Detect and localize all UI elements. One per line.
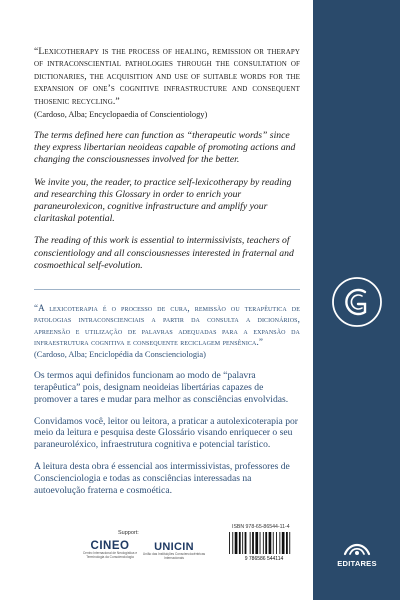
english-paragraph-3: The reading of this work is essential to intermissivists, teachers of conscientiology and all consciousnesses interested in fraternal and cosmoethical self-evolution.	[34, 235, 294, 271]
editares-mark-icon	[342, 538, 372, 558]
unicin-subtitle: União das Instituições Conscienciocêntricas Internacionais	[142, 552, 206, 560]
barcode	[226, 531, 302, 561]
publisher-name: EDITARES	[337, 559, 377, 568]
isbn-label: ISBN 978-65-86544-11-4	[232, 524, 290, 530]
english-paragraph-2: We invite you, the reader, to practice self-lexicotherapy by reading and researching this Glossary in order to enrich your paraneurolexicon, cognitive infrastructure and amplify your claritaskal potential.	[34, 176, 292, 225]
english-paragraph-1: The terms defined here can function as “therapeutic words” since they express libertarian neoideas capable of promoting actions and changing the consciousnesses involved for the better.	[34, 130, 296, 166]
cineo-subtitle: Centro Internacional de Neologística e Terminologia da Conscienciologia	[82, 551, 138, 559]
portuguese-paragraph-1: Os termos aqui definidos funcionam ao modo de “palavra terapêutica” pois, designam neoideias libertárias capazes de promover a tares e mudar para melhor as consciências envolvidas.	[34, 370, 289, 405]
portuguese-quote: “A lexicoterapia é o processo de cura, remissão ou terapêutica de patologias intraconscienciais a partir da consulta a dicionários, apreensão e utilização de palavras adequadas para a expansão da infraestrutura cognitiva e consequente reciclagem pensênica.”	[34, 303, 300, 347]
editares-logo	[320, 538, 394, 568]
unicin-name: UNICIN	[154, 541, 194, 553]
support-label: Support:	[118, 530, 139, 536]
unicin-logo	[140, 541, 208, 561]
barcode-digits: 9 786586 544114	[244, 556, 284, 561]
portuguese-paragraph-3: A leitura desta obra é essencial aos intermissivistas, professores de Conscienciologia e todas as consciências interessadas na autoevolução fraterna e cosmoética.	[34, 460, 290, 496]
portuguese-section	[34, 303, 300, 496]
section-divider	[34, 289, 300, 290]
portuguese-citation: (Cardoso, Alba; Enciclopédia da Conscienciologia)	[34, 350, 206, 360]
english-section	[34, 46, 300, 272]
english-quote: “Lexicotherapy is the process of healing, remission or therapy of intraconsciential pathologies through the consultation of dictionaries, the acquisition and use of suitable words for the expansion of one’s cognitive infrastructure and consequent thosenic recycling.”	[34, 46, 300, 107]
english-citation: (Cardoso, Alba; Encyclopaedia of Conscientiology)	[34, 110, 208, 120]
cineo-logo	[80, 540, 140, 560]
conscientiology-logo-icon	[331, 276, 383, 328]
cineo-name: CINEO	[90, 540, 130, 552]
portuguese-paragraph-2: Convidamos você, leitor ou leitora, a praticar a autolexicoterapia por meio da leitura e pesquisa deste Glossário visando enriquecer o seu paraneuroléxico, infraestrutura cognitiva e potencial tarístico.	[34, 415, 298, 451]
